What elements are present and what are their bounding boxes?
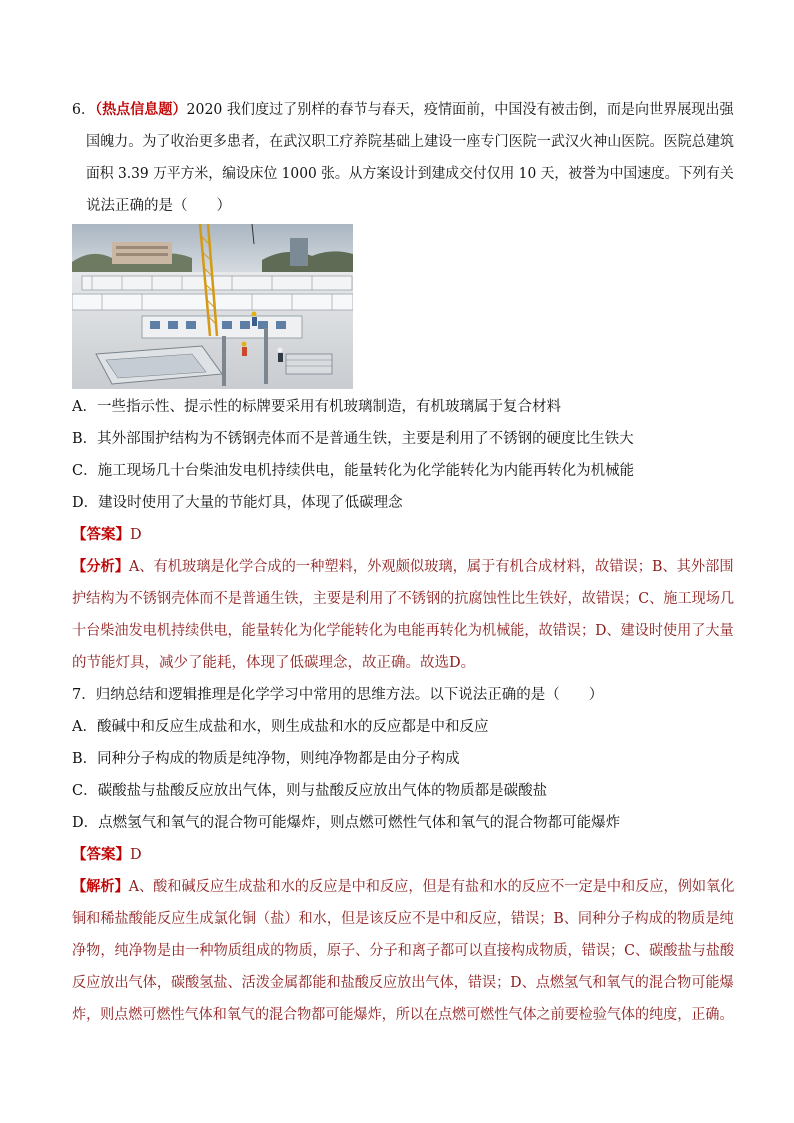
- q7-option-c: C．碳酸盐与盐酸反应放出气体，则与盐酸反应放出气体的物质都是碳酸盐: [72, 783, 548, 799]
- q6-analysis-line-1: [72, 557, 734, 577]
- q6-analysis-line-4: 的节能灯具，减少了能耗，体现了低碳理念，故正确。故选D。: [72, 655, 476, 671]
- q6-option-d: D．建设时使用了大量的节能灯具，体现了低碳理念: [72, 495, 403, 511]
- q7-analysis-line-1: [72, 877, 734, 897]
- q6-stem-text-1: 2020 我们度过了别样的春节与春天，疫情面前，中国没有被击倒，而是向世界展现出强: [186, 102, 734, 118]
- q7-analysis-line-5: 炸，则点燃可燃性气体和氧气的混合物都可能爆炸，所以在点燃可燃性气体之前要检验气体的纯度，正确。: [72, 1007, 734, 1023]
- q7-analysis-tag: 【解析】: [72, 878, 129, 895]
- q6-stem-line-2: 国魄力。为了收治更多患者，在武汉职工疗养院基础上建设一座专门医院一武汉火神山医院。医院总建筑: [86, 134, 734, 150]
- q7-answer: [72, 845, 142, 865]
- q7-analysis-line-4: 反应放出气体，碳酸氢盐、活泼金属都能和盐酸反应放出气体，错误；D、点燃氢气和氧气的混合物可能爆: [72, 975, 734, 991]
- q6-stem-line-3: 面积 3.39 万平方米，编设床位 1000 张。从方案设计到建成交付仅用 10 天，被誉为中国速度。下列有关: [86, 166, 734, 182]
- q6-stem-line-1: [72, 100, 734, 120]
- q7-analysis-line-3: 净物，纯净物是由一种物质组成的物质，原子、分子和离子都可以直接构成物质，错误；C、碳酸盐与盐酸: [72, 943, 735, 959]
- q7-stem: 7．归纳总结和逻辑推理是化学学习中常用的思维方法。以下说法正确的是（ ）: [72, 687, 604, 703]
- q7-analysis-line-2: 铜和稀盐酸能反应生成氯化铜（盐）和水，但是该反应不是中和反应，错误；B、同种分子构成的物质是纯: [72, 911, 734, 927]
- q7-answer-value: D: [130, 847, 142, 863]
- q6-analysis-line-2: 护结构为不锈钢壳体而不是普通生铁，主要是利用了不锈钢的抗腐蚀性比生铁好，故错误；C、施工现场几: [72, 591, 735, 607]
- q6-option-a: A．一些指示性、提示性的标牌要采用有机玻璃制造，有机玻璃属于复合材料: [72, 399, 561, 415]
- q6-stem-line-4: 说法正确的是（ ）: [86, 198, 231, 214]
- q7-analysis-text-1: A、酸和碱反应生成盐和水的反应是中和反应，但是有盐和水的反应不一定是中和反应，例如氧化: [128, 879, 735, 895]
- q7-option-a: A．酸碱中和反应生成盐和水，则生成盐和水的反应都是中和反应: [72, 719, 489, 735]
- construction-site-photo: [72, 224, 353, 389]
- q7-option-d: D．点燃氢气和氧气的混合物可能爆炸，则点燃可燃性气体和氧气的混合物都可能爆炸: [72, 815, 621, 831]
- q6-option-b: B．其外部围护结构为不锈钢壳体而不是普通生铁，主要是利用了不锈钢的硬度比生铁大: [72, 431, 634, 447]
- q7-answer-tag: 【答案】: [72, 846, 130, 863]
- q7-option-b: B．同种分子构成的物质是纯净物，则纯净物都是由分子构成: [72, 751, 460, 767]
- q6-answer-value: D: [130, 527, 142, 543]
- q6-option-c: C．施工现场几十台柴油发电机持续供电，能量转化为化学能转化为内能再转化为机械能: [72, 463, 635, 479]
- q6-analysis-text-1: A、有机玻璃是化学合成的一种塑料，外观颇似玻璃，属于有机合成材料，故错误；B、其外部围: [128, 559, 734, 575]
- q6-analysis-line-3: 十台柴油发电机持续供电，能量转化为化学能转化为电能再转化为机械能，故错误；D、建设时使用了大量: [72, 623, 734, 639]
- q6-analysis-tag: 【分析】: [72, 558, 129, 575]
- q6-tag: （热点信息题）: [95, 101, 187, 118]
- q6-answer: [72, 525, 142, 545]
- q6-number: 6．: [72, 102, 96, 118]
- q6-answer-tag: 【答案】: [72, 526, 130, 543]
